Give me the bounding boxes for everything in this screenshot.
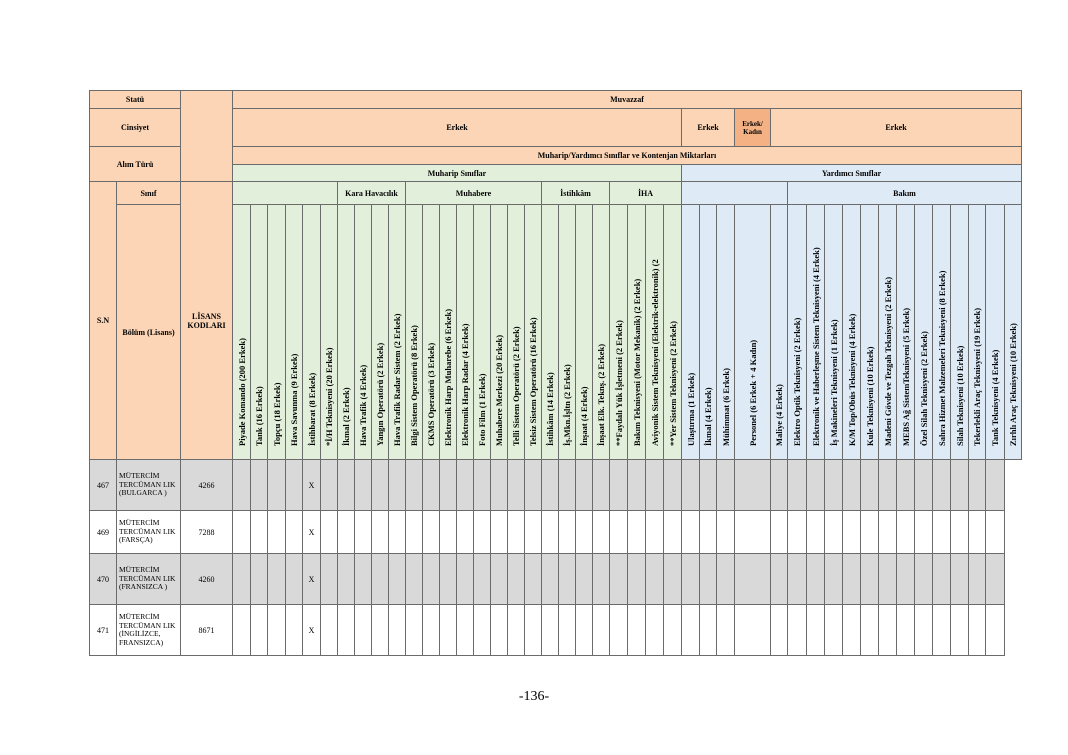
row-sn: 469: [90, 511, 117, 554]
cinsiyet-label: Cinsiyet: [90, 109, 181, 147]
muvazzaf-label: Muvazzaf: [233, 91, 1022, 109]
alim-turu-label: Alım Türü: [90, 147, 181, 182]
row-bolum: MÜTERCİM TERCÜMAN LIK (FRANSIZCA ): [117, 554, 181, 605]
row-mark: X: [303, 460, 321, 511]
muharip-siniflar: Muharip Sınıflar: [233, 165, 682, 182]
statu-label: Statü: [90, 91, 181, 109]
column-header: Elektronik Harp Radar (4 Erkek): [457, 205, 474, 460]
column-header: Foto Film (1 Erkek): [474, 205, 491, 460]
yardimci-siniflar: Yardımcı Sınıflar: [682, 165, 1022, 182]
row-mark: X: [303, 554, 321, 605]
sinif-label: Sınıf: [117, 182, 181, 205]
column-header: İş Makineleri Teknisyeni (1 Erkek): [825, 205, 843, 460]
column-header: Hava Trafik (4 Erkek): [355, 205, 372, 460]
column-header: İnşaat Elk. Teknş. (2 Erkek): [593, 205, 610, 460]
column-header: K/M Top/Obüs Teknisyeni (4 Erkek): [843, 205, 861, 460]
column-header: Kule Teknisyeni (10 Erkek): [861, 205, 879, 460]
column-header: Tank (16 Erkek): [251, 205, 268, 460]
column-header: Yangın Operatörü (2 Erkek): [372, 205, 389, 460]
column-header: İkmal (4 Erkek): [700, 205, 717, 460]
column-header: *İ/H Teknisyeni (20 Erkek): [321, 205, 338, 460]
row-mark: X: [303, 511, 321, 554]
cinsiyet-erkek-kadin: Erkek/ Kadın: [735, 109, 771, 147]
column-header: Elektro Optik Teknisyeni (2 Erkek): [788, 205, 807, 460]
column-header: **Faydalı Yük İşletmeni (2 Erkek): [610, 205, 628, 460]
column-header: İkmal (2 Erkek): [338, 205, 355, 460]
column-header: Bilgi Sistem Operatörü (8 Erkek): [406, 205, 423, 460]
row-bolum: MÜTERCİM TERCÜMAN LIK (FARSÇA): [117, 511, 181, 554]
row-bolum: MÜTERCİM TERCÜMAN LIK (BULGARCA ): [117, 460, 181, 511]
column-header: Maliye (4 Erkek): [771, 205, 788, 460]
column-header: Zırhlı Araç Teknisyeni (10 Erkek): [1005, 205, 1022, 460]
row-sn: 470: [90, 554, 117, 605]
alim-turu-value: Muharip/Yardımcı Sınıflar ve Kontenjan Miktarları: [233, 147, 1022, 165]
group-blank-1: [233, 182, 338, 205]
column-header: Muhabere Merkezi (20 Erkek): [491, 205, 508, 460]
column-header: Silah Teknisyeni (10 Erkek): [951, 205, 969, 460]
bolum-label: Bölüm (Lisans): [117, 205, 181, 460]
cinsiyet-erkek-3: Erkek: [771, 109, 1022, 147]
column-header: Madeni Gövde ve Tezgah Teknisyeni (2 Erkek): [879, 205, 897, 460]
cinsiyet-erkek-1: Erkek: [233, 109, 682, 147]
row-bolum: MÜTERCİM TERCÜMAN LIK (İNGİLİZCE, FRANSIZCA): [117, 605, 181, 656]
column-header: İstihkâm (14 Erkek): [542, 205, 559, 460]
column-header: Hava Trafik Radar Sistem (2 Erkek): [389, 205, 406, 460]
kara-havacilik: Kara Havacılık: [338, 182, 406, 205]
column-header: CKMS Operatörü (3 Erkek): [423, 205, 440, 460]
lisans-kod-top: [181, 91, 233, 182]
table-row: [90, 460, 1022, 511]
column-header: Piyade Komando (200 Erkek): [233, 205, 251, 460]
row-kod: 8671: [181, 605, 233, 656]
column-header: Telsiz Sistem Operatörü (16 Erkek): [525, 205, 542, 460]
row-kod: 7288: [181, 511, 233, 554]
quota-table: [89, 90, 1022, 656]
column-header: Tekerlekli Araç Teknisyeni (19 Erkek): [969, 205, 986, 460]
cinsiyet-erkek-2: Erkek: [682, 109, 735, 147]
column-header: Hava Savunma (9 Erkek): [286, 205, 303, 460]
column-header: İnşaat (4 Erkek): [576, 205, 593, 460]
column-header: Sahra Hizmet Malzemeleri Teknisyeni (8 Erkek): [933, 205, 951, 460]
column-header: **Yer Sistem Teknisyeni (2 Erkek): [664, 205, 682, 460]
row-kod: 4266: [181, 460, 233, 511]
column-header: Elektronik ve Haberleşme Sistem Teknisyeni (4 Erkek): [807, 205, 825, 460]
column-header: Ulaştırma (1 Erkek): [682, 205, 700, 460]
muhabere: Muhabere: [406, 182, 542, 205]
row-sn: 467: [90, 460, 117, 511]
column-header: Personel (6 Erkek + 4 Kadın): [735, 205, 771, 460]
iha: İHA: [610, 182, 682, 205]
column-header: Elektronik Harp Muharebe (6 Erkek): [440, 205, 457, 460]
column-header: Tank Teknisyeni (4 Erkek): [986, 205, 1005, 460]
row-sn: 471: [90, 605, 117, 656]
group-blank-2: [682, 182, 788, 205]
istihkam: İstihkâm: [542, 182, 610, 205]
column-header: Mühimmat (6 Erkek): [717, 205, 735, 460]
row-kod: 4260: [181, 554, 233, 605]
sn-label: S.N: [90, 182, 117, 460]
column-header: Topçu (18 Erkek): [268, 205, 286, 460]
table-row: [90, 554, 1022, 605]
lisans-kodlari: LİSANS KODLARI: [181, 182, 233, 460]
row-mark: X: [303, 605, 321, 656]
column-header: Özel Silah Teknisyeni (2 Erkek): [915, 205, 933, 460]
bakim: Bakım: [788, 182, 1022, 205]
table-row: [90, 605, 1022, 656]
column-header: Bakım Teknisyeni (Motor Mekanik) (2 Erkek): [628, 205, 646, 460]
column-header: İş.Mkn.İşltn (2 Erkek): [559, 205, 576, 460]
column-header: İstihbarat (8 Erkek): [303, 205, 321, 460]
column-header: Telli Sistem Operatörü (2 Erkek): [508, 205, 525, 460]
table-row: [90, 511, 1022, 554]
column-header: MEBS Ağ SistemTeknisyeni (5 Erkek): [897, 205, 915, 460]
column-header: Aviyonik Sistem Teknisyeni (Elektrik-elektronik) (2: [646, 205, 664, 460]
page-number: -136-: [518, 689, 550, 704]
